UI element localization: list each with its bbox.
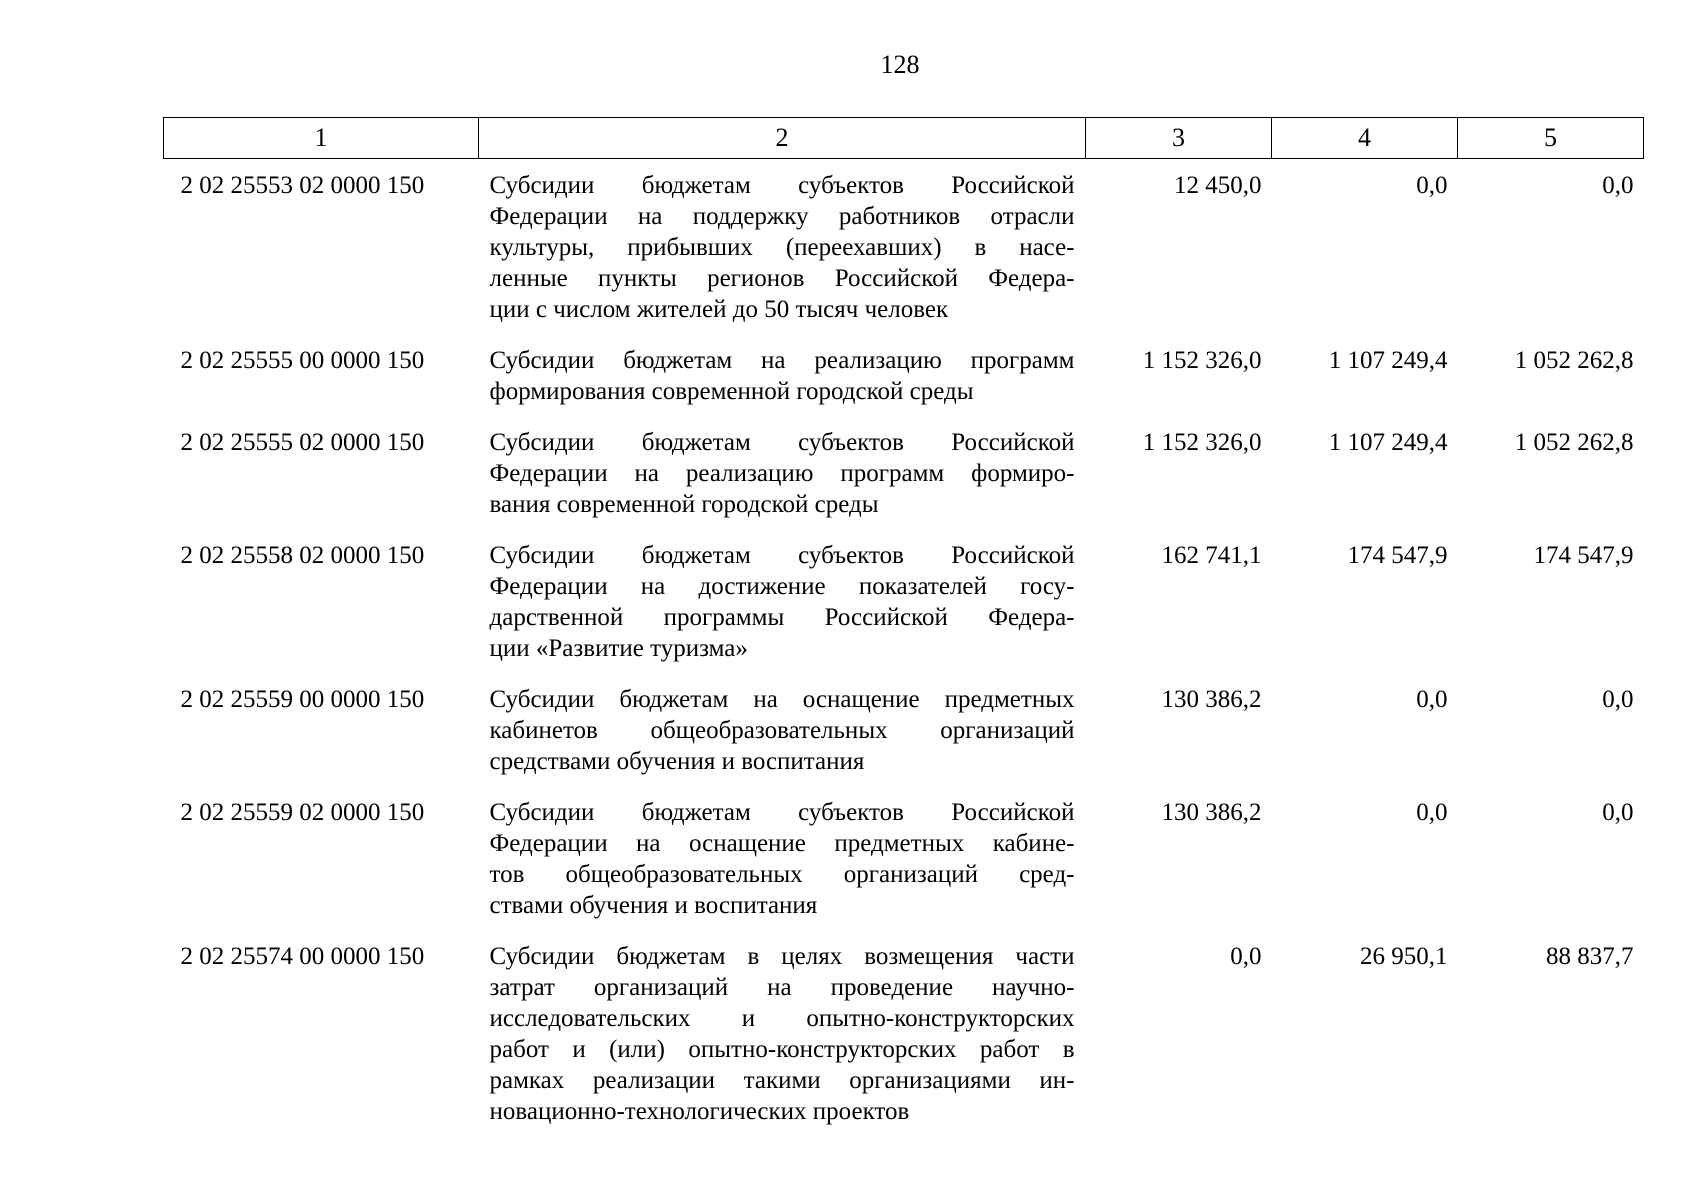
description-line: тов общеобразовательных организаций сред- [489, 861, 1075, 888]
page-number: 128 [880, 50, 920, 79]
budget-table [163, 117, 1644, 1136]
description-line: Субсидии бюджетам на реализацию программ [489, 347, 1075, 374]
amount-column-4: 174 547,9 [1347, 542, 1448, 569]
description-line: новационно-технологических проектов [489, 1098, 910, 1125]
amount-column-5: 0,0 [1602, 686, 1634, 713]
item-description [479, 529, 1086, 673]
description-line: Субсидии бюджетам субъектов Российской [489, 172, 1075, 199]
description-line: культуры, прибывших (переехавших) в насе- [489, 234, 1075, 261]
description-line: Субсидии бюджетам субъектов Российской [489, 542, 1075, 569]
budget-code: 2 02 25574 00 0000 150 [180, 943, 425, 970]
budget-code: 2 02 25555 00 0000 150 [180, 347, 425, 374]
description-line: ции «Развитие туризма» [489, 635, 748, 662]
amount-column-5: 1 052 262,8 [1514, 347, 1634, 374]
budget-code: 2 02 25555 02 0000 150 [180, 429, 425, 456]
description-line: Субсидии бюджетам субъектов Российской [489, 429, 1075, 456]
table-row [164, 334, 1644, 416]
table-row [164, 416, 1644, 529]
amount-column-4: 1 107 249,4 [1328, 429, 1448, 456]
item-description [479, 673, 1086, 786]
budget-code: 2 02 25559 00 0000 150 [180, 686, 425, 713]
description-line: дарственной программы Российской Федера- [489, 604, 1075, 631]
description-line: рамках реализации такими организациями ин- [489, 1067, 1075, 1094]
description-line: затрат организаций на проведение научно- [489, 974, 1075, 1001]
description-line: Федерации на поддержку работников отрасли [489, 203, 1075, 230]
budget-code: 2 02 25559 02 0000 150 [180, 799, 425, 826]
table-row [164, 673, 1644, 786]
column-header-2: 2 [479, 118, 1086, 159]
description-line: вания современной городской среды [489, 491, 879, 518]
amount-column-4: 0,0 [1416, 686, 1448, 713]
amount-column-5: 0,0 [1602, 799, 1634, 826]
column-header-1: 1 [164, 118, 479, 159]
amount-column-3: 130 386,2 [1161, 799, 1262, 826]
column-header-4: 4 [1272, 118, 1458, 159]
table-row [164, 529, 1644, 673]
description-line: работ и (или) опытно-конструкторских работ в [489, 1036, 1075, 1063]
header-row [164, 118, 1644, 159]
budget-table-container [163, 117, 1644, 1136]
description-line: ленные пункты регионов Российской Федера- [489, 265, 1075, 292]
table-row [164, 159, 1644, 335]
description-line: Субсидии бюджетам в целях возмещения части [489, 943, 1075, 970]
description-line: Федерации на оснащение предметных кабине- [489, 830, 1075, 857]
description-line: ции с числом жителей до 50 тысяч человек [489, 296, 949, 323]
description-line: Федерации на достижение показателей госу- [489, 573, 1075, 600]
table-body [164, 159, 1644, 1137]
description-line: кабинетов общеобразовательных организаций [489, 717, 1075, 744]
column-header-5: 5 [1458, 118, 1644, 159]
item-description [479, 334, 1086, 416]
description-line: Федерации на реализацию программ формиро- [489, 460, 1075, 487]
description-line: средствами обучения и воспитания [489, 748, 865, 775]
description-line: исследовательских и опытно-конструкторских [489, 1005, 1075, 1032]
amount-column-4: 26 950,1 [1360, 943, 1448, 970]
item-description [479, 786, 1086, 930]
amount-column-4: 1 107 249,4 [1328, 347, 1448, 374]
amount-column-5: 0,0 [1602, 172, 1634, 199]
table-row [164, 786, 1644, 930]
amount-column-3: 130 386,2 [1161, 686, 1262, 713]
budget-code: 2 02 25558 02 0000 150 [180, 542, 425, 569]
amount-column-5: 1 052 262,8 [1514, 429, 1634, 456]
item-description [479, 416, 1086, 529]
amount-column-5: 88 837,7 [1546, 943, 1634, 970]
amount-column-4: 0,0 [1416, 172, 1448, 199]
amount-column-3: 162 741,1 [1161, 542, 1262, 569]
amount-column-5: 174 547,9 [1533, 542, 1634, 569]
table-row [164, 930, 1644, 1136]
amount-column-3: 0,0 [1230, 943, 1262, 970]
budget-code: 2 02 25553 02 0000 150 [180, 172, 425, 199]
column-header-3: 3 [1086, 118, 1272, 159]
description-line: Субсидии бюджетам на оснащение предметных [489, 686, 1075, 713]
amount-column-3: 1 152 326,0 [1142, 347, 1262, 374]
amount-column-3: 1 152 326,0 [1142, 429, 1262, 456]
amount-column-3: 12 450,0 [1174, 172, 1262, 199]
description-line: Субсидии бюджетам субъектов Российской [489, 799, 1075, 826]
description-line: ствами обучения и воспитания [489, 892, 818, 919]
description-line: формирования современной городской среды [489, 378, 974, 405]
amount-column-4: 0,0 [1416, 799, 1448, 826]
item-description [479, 930, 1086, 1136]
item-description [479, 159, 1086, 335]
